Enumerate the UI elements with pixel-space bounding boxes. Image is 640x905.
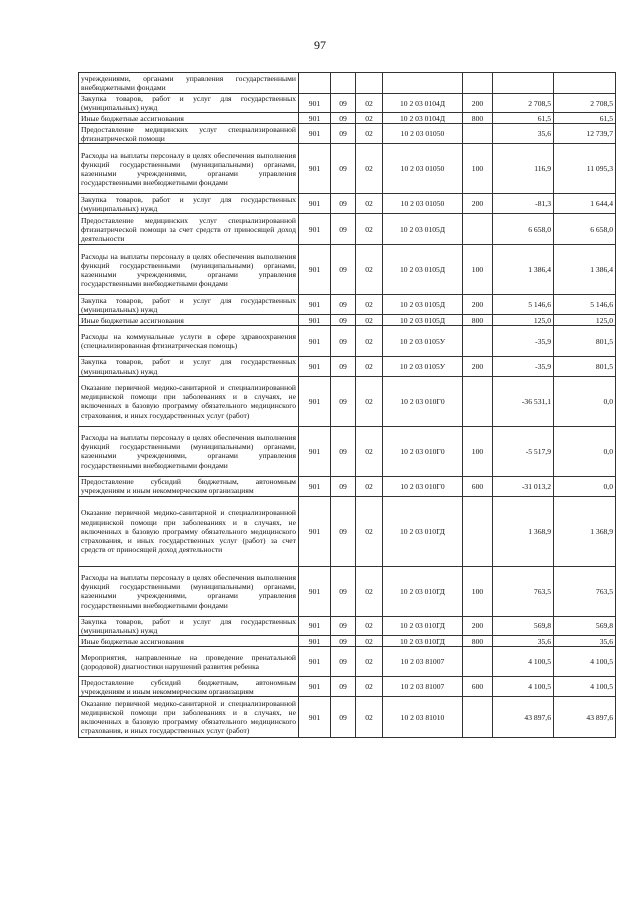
table-row	[79, 566, 616, 616]
cell-vr: 600	[463, 476, 493, 496]
table-row	[79, 94, 616, 113]
cell-csr: 10 2 03 0105Д	[383, 245, 463, 295]
cell-csr: 10 2 03 010ГД	[383, 616, 463, 635]
cell-csr: 10 2 03 010Г0	[383, 376, 463, 426]
cell-name: Иные бюджетные ассигнования	[79, 636, 299, 647]
table-row	[79, 124, 616, 144]
cell-rz: 09	[331, 326, 356, 357]
cell-vr: 800	[463, 113, 493, 124]
cell-pr: 02	[356, 357, 383, 376]
cell-s1: 116,9	[493, 144, 554, 194]
cell-s1: -36 531,1	[493, 376, 554, 426]
cell-csr: 10 2 03 010ГД	[383, 636, 463, 647]
cell-s2: 0,0	[554, 426, 616, 476]
table-row	[79, 636, 616, 647]
cell-gr: 901	[299, 376, 331, 426]
cell-s1: 5 146,6	[493, 295, 554, 315]
cell-s2: 801,5	[554, 357, 616, 376]
table-row	[79, 194, 616, 214]
cell-pr: 02	[356, 636, 383, 647]
cell-vr: 100	[463, 245, 493, 295]
cell-vr	[463, 214, 493, 245]
cell-s2: 569,8	[554, 616, 616, 635]
cell-vr	[463, 376, 493, 426]
cell-gr: 901	[299, 326, 331, 357]
table-row	[79, 315, 616, 326]
cell-vr: 200	[463, 194, 493, 214]
cell-vr: 100	[463, 426, 493, 476]
cell-csr: 10 2 03 010ГД	[383, 496, 463, 566]
cell-s2: 0,0	[554, 476, 616, 496]
cell-name: учреждениями, органами управления государственными внебюджетными фондами	[79, 73, 299, 94]
cell-vr: 800	[463, 315, 493, 326]
cell-vr	[463, 124, 493, 144]
cell-name: Предоставление субсидий бюджетным, автономным учреждениям и иным некоммерческим организациям	[79, 677, 299, 697]
cell-name: Предоставление медицинских услуг специализированной фтизиатрической помощи	[79, 124, 299, 144]
cell-name: Расходы на выплаты персоналу в целях обеспечения выполнения функций государственными (муниципальными) органами, казенными учреждениями, органами управления государственными внебюджетными фондами	[79, 144, 299, 194]
cell-s2: 801,5	[554, 326, 616, 357]
cell-gr: 901	[299, 214, 331, 245]
cell-name: Оказание первичной медико-санитарной и специализированной медицинской помощи при заболеваниях и в случаях, не включенных в базовую программу обязательного медицинского страхования, и иных государственных услуг (работ)	[79, 376, 299, 426]
cell-pr: 02	[356, 496, 383, 566]
cell-vr: 200	[463, 357, 493, 376]
cell-s2: 763,5	[554, 566, 616, 616]
cell-name: Предоставление субсидий бюджетным, автономным учреждениям и иным некоммерческим организациям	[79, 476, 299, 496]
cell-pr: 02	[356, 113, 383, 124]
cell-s2: 35,6	[554, 636, 616, 647]
table-row	[79, 476, 616, 496]
cell-s2	[554, 73, 616, 94]
cell-pr: 02	[356, 214, 383, 245]
cell-rz: 09	[331, 245, 356, 295]
cell-vr: 100	[463, 566, 493, 616]
cell-csr: 10 2 03 0105У	[383, 326, 463, 357]
cell-s2: 1 368,9	[554, 496, 616, 566]
cell-rz: 09	[331, 677, 356, 697]
cell-gr: 901	[299, 357, 331, 376]
table-row	[79, 496, 616, 566]
cell-s1: 2 708,5	[493, 94, 554, 113]
cell-vr: 800	[463, 636, 493, 647]
cell-rz: 09	[331, 315, 356, 326]
cell-csr: 10 2 03 81010	[383, 697, 463, 738]
page-number: 97	[314, 38, 326, 52]
cell-s1: 43 897,6	[493, 697, 554, 738]
table-row	[79, 144, 616, 194]
cell-rz: 09	[331, 124, 356, 144]
cell-gr: 901	[299, 677, 331, 697]
cell-rz: 09	[331, 636, 356, 647]
cell-s1: 35,6	[493, 636, 554, 647]
cell-pr	[356, 73, 383, 94]
cell-name: Расходы на выплаты персоналу в целях обеспечения выполнения функций государственными (муниципальными) органами, казенными учреждениями, органами управления государственными внебюджетными фондами	[79, 566, 299, 616]
cell-pr: 02	[356, 647, 383, 677]
cell-s2: 43 897,6	[554, 697, 616, 738]
cell-pr: 02	[356, 566, 383, 616]
table-row	[79, 616, 616, 635]
cell-gr: 901	[299, 194, 331, 214]
cell-rz: 09	[331, 647, 356, 677]
cell-name: Иные бюджетные ассигнования	[79, 315, 299, 326]
cell-name: Мероприятия, направленные на проведение пренатальной (дородовой) диагностики нарушений развития ребенка	[79, 647, 299, 677]
cell-name: Расходы на выплаты персоналу в целях обеспечения выполнения функций государственными (муниципальными) органами, казенными учреждениями, органами управления государственными внебюджетными фондами	[79, 426, 299, 476]
cell-vr	[463, 647, 493, 677]
cell-name: Оказание первичной медико-санитарной и специализированной медицинской помощи при заболеваниях и в случаях, не включенных в базовую программу обязательного медицинского страхования, и иных государственных услуг (работ)	[79, 697, 299, 738]
cell-s1: 4 100,5	[493, 647, 554, 677]
cell-pr: 02	[356, 144, 383, 194]
cell-s2: 1 386,4	[554, 245, 616, 295]
cell-s2: 2 708,5	[554, 94, 616, 113]
cell-rz	[331, 73, 356, 94]
cell-name: Расходы на коммунальные услуги в сфере здравоохранения (специализированная фтизиатрическая помощь)	[79, 326, 299, 357]
cell-csr: 10 2 03 81007	[383, 677, 463, 697]
cell-rz: 09	[331, 697, 356, 738]
table-row	[79, 677, 616, 697]
cell-csr: 10 2 03 01050	[383, 144, 463, 194]
cell-rz: 09	[331, 214, 356, 245]
cell-csr: 10 2 03 0105Д	[383, 214, 463, 245]
cell-pr: 02	[356, 677, 383, 697]
cell-gr: 901	[299, 124, 331, 144]
cell-rz: 09	[331, 295, 356, 315]
cell-s2: 12 739,7	[554, 124, 616, 144]
cell-rz: 09	[331, 94, 356, 113]
cell-s1: -81,3	[493, 194, 554, 214]
cell-pr: 02	[356, 194, 383, 214]
cell-s1: 35,6	[493, 124, 554, 144]
cell-vr: 100	[463, 144, 493, 194]
cell-name: Оказание первичной медико-санитарной и специализированной медицинской помощи при заболеваниях и в случаях, не включенных в базовую программу обязательного медицинского страхования, и иных государственных услуг (работ) за счет средств от приносящей доход деятельности	[79, 496, 299, 566]
cell-csr: 10 2 03 81007	[383, 647, 463, 677]
table-row	[79, 357, 616, 376]
table-row	[79, 326, 616, 357]
cell-rz: 09	[331, 144, 356, 194]
table-row	[79, 426, 616, 476]
cell-vr: 200	[463, 295, 493, 315]
table-row	[79, 647, 616, 677]
cell-name: Предоставление медицинских услуг специализированной фтизиатрической помощи за счет средств от приносящей доход деятельности	[79, 214, 299, 245]
cell-csr: 10 2 03 010ГД	[383, 566, 463, 616]
cell-name: Иные бюджетные ассигнования	[79, 113, 299, 124]
cell-vr	[463, 73, 493, 94]
cell-vr	[463, 496, 493, 566]
cell-s2: 11 095,3	[554, 144, 616, 194]
cell-pr: 02	[356, 476, 383, 496]
cell-name: Закупка товаров, работ и услуг для государственных (муниципальных) нужд	[79, 357, 299, 376]
table-row	[79, 73, 616, 94]
cell-name: Закупка товаров, работ и услуг для государственных (муниципальных) нужд	[79, 194, 299, 214]
cell-rz: 09	[331, 476, 356, 496]
cell-s2: 125,0	[554, 315, 616, 326]
cell-gr: 901	[299, 245, 331, 295]
cell-name: Расходы на выплаты персоналу в целях обеспечения выполнения функций государственными (муниципальными) органами, казенными учреждениями, органами управления государственными внебюджетными фондами	[79, 245, 299, 295]
cell-s1: -35,9	[493, 357, 554, 376]
cell-rz: 09	[331, 426, 356, 476]
cell-s2: 1 644,4	[554, 194, 616, 214]
cell-csr: 10 2 03 0104Д	[383, 113, 463, 124]
cell-gr: 901	[299, 295, 331, 315]
cell-rz: 09	[331, 194, 356, 214]
cell-gr: 901	[299, 566, 331, 616]
cell-rz: 09	[331, 113, 356, 124]
cell-pr: 02	[356, 295, 383, 315]
cell-pr: 02	[356, 697, 383, 738]
cell-rz: 09	[331, 496, 356, 566]
cell-name: Закупка товаров, работ и услуг для государственных (муниципальных) нужд	[79, 94, 299, 113]
cell-pr: 02	[356, 94, 383, 113]
table-row	[79, 376, 616, 426]
cell-s1: 1 386,4	[493, 245, 554, 295]
cell-pr: 02	[356, 124, 383, 144]
cell-pr: 02	[356, 315, 383, 326]
cell-csr: 10 2 03 01050	[383, 194, 463, 214]
cell-vr	[463, 697, 493, 738]
cell-csr: 10 2 03 010Г0	[383, 426, 463, 476]
cell-s2: 61,5	[554, 113, 616, 124]
budget-table	[78, 72, 616, 738]
cell-s1: 61,5	[493, 113, 554, 124]
cell-csr: 10 2 03 010Г0	[383, 476, 463, 496]
cell-s2: 5 146,6	[554, 295, 616, 315]
cell-gr: 901	[299, 647, 331, 677]
cell-rz: 09	[331, 566, 356, 616]
cell-s2: 0,0	[554, 376, 616, 426]
cell-s1: 1 368,9	[493, 496, 554, 566]
cell-csr: 10 2 03 0105Д	[383, 295, 463, 315]
cell-csr: 10 2 03 01050	[383, 124, 463, 144]
cell-rz: 09	[331, 376, 356, 426]
cell-vr: 600	[463, 677, 493, 697]
cell-gr	[299, 73, 331, 94]
table-row	[79, 245, 616, 295]
cell-s2: 4 100,5	[554, 677, 616, 697]
cell-s1: 4 100,5	[493, 677, 554, 697]
cell-pr: 02	[356, 245, 383, 295]
cell-vr: 200	[463, 616, 493, 635]
cell-csr: 10 2 03 0104Д	[383, 94, 463, 113]
cell-s1: 6 658,0	[493, 214, 554, 245]
cell-s1: 125,0	[493, 315, 554, 326]
cell-gr: 901	[299, 697, 331, 738]
cell-name: Закупка товаров, работ и услуг для государственных (муниципальных) нужд	[79, 616, 299, 635]
cell-s1: -5 517,9	[493, 426, 554, 476]
cell-s1: -31 013,2	[493, 476, 554, 496]
cell-pr: 02	[356, 376, 383, 426]
cell-pr: 02	[356, 326, 383, 357]
cell-gr: 901	[299, 113, 331, 124]
cell-gr: 901	[299, 616, 331, 635]
cell-s2: 4 100,5	[554, 647, 616, 677]
cell-csr: 10 2 03 0105У	[383, 357, 463, 376]
cell-s1: 763,5	[493, 566, 554, 616]
cell-rz: 09	[331, 357, 356, 376]
cell-s1: -35,9	[493, 326, 554, 357]
cell-rz: 09	[331, 616, 356, 635]
table-row	[79, 295, 616, 315]
table-row	[79, 214, 616, 245]
cell-csr: 10 2 03 0105Д	[383, 315, 463, 326]
table-row	[79, 697, 616, 738]
cell-gr: 901	[299, 144, 331, 194]
cell-pr: 02	[356, 616, 383, 635]
table-row	[79, 113, 616, 124]
cell-s2: 6 658,0	[554, 214, 616, 245]
cell-csr	[383, 73, 463, 94]
cell-s1: 569,8	[493, 616, 554, 635]
cell-pr: 02	[356, 426, 383, 476]
table-body	[79, 73, 616, 738]
cell-name: Закупка товаров, работ и услуг для государственных (муниципальных) нужд	[79, 295, 299, 315]
cell-gr: 901	[299, 636, 331, 647]
cell-gr: 901	[299, 315, 331, 326]
cell-s1	[493, 73, 554, 94]
cell-gr: 901	[299, 426, 331, 476]
cell-gr: 901	[299, 476, 331, 496]
cell-vr: 200	[463, 94, 493, 113]
cell-gr: 901	[299, 496, 331, 566]
cell-gr: 901	[299, 94, 331, 113]
cell-vr	[463, 326, 493, 357]
